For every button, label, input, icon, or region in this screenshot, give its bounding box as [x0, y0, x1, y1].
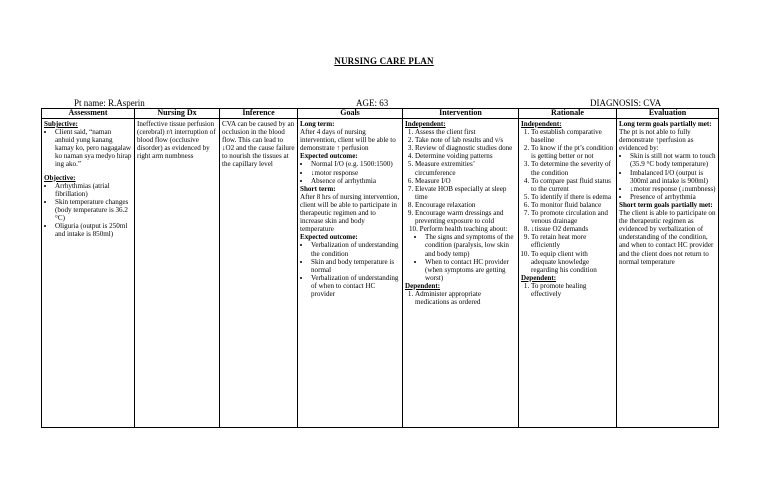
patient-name: Pt name: R.Asperin	[74, 98, 145, 108]
long-term-goals-label: Long term goals partially met:	[619, 120, 712, 128]
header-nursing-dx: Nursing Dx	[135, 109, 220, 119]
header-intervention: Intervention	[403, 109, 519, 119]
objective-item: • Skin temperature changes (body temperature is 36.2 °C)	[55, 198, 132, 222]
rationale-item: 7. To promote circulation and venous drainage	[531, 209, 614, 225]
intervention-cell	[403, 119, 519, 428]
rationale-item: 1. To establish comparative baseline	[531, 128, 614, 144]
evaluation-item: • Presence of arrhythmia	[630, 193, 716, 201]
table-row	[42, 119, 719, 428]
dependent-item: 1. To promote healing effectively	[531, 282, 614, 298]
intervention-item: 2. Take note of lab results and v/s	[415, 136, 516, 144]
evaluation-item: • Skin is still not warm to touch (35.9 °C body temperature)	[630, 152, 716, 168]
subjective-label: Subjective:	[44, 120, 78, 128]
header-inference: Inference	[220, 109, 298, 119]
short-term-goals-label: Short term goals partially met:	[619, 200, 713, 209]
expected-outcome-item: • Verbalization of understanding of when to contact HC provider	[311, 274, 400, 298]
rationale-item: 6. To monitor fluid balance	[531, 201, 614, 209]
table-header-row	[42, 109, 719, 119]
header-goals: Goals	[298, 109, 403, 119]
objective-item: • Oliguria (output is 250ml and intake is 850ml)	[55, 222, 132, 238]
assessment-cell	[42, 119, 135, 428]
rationale-item: 8. ↓tissue O2 demands	[531, 225, 614, 233]
intervention-item-10	[405, 225, 516, 233]
patient-diagnosis: DIAGNOSIS: CVA	[590, 98, 662, 108]
nursing-dx-cell	[135, 119, 220, 428]
evaluation-item: • ↓motor response (↓numbness)	[630, 185, 716, 193]
intervention-item: 1. Assess the client first	[415, 128, 516, 136]
dependent-label: Dependent:	[521, 273, 557, 282]
inference-cell	[220, 119, 298, 428]
evaluation-cell	[617, 119, 719, 428]
intervention-item: 3. Review of diagnostic studies done	[415, 144, 516, 152]
rationale-item: 2. To know if the pt’s condition is getting better or not	[531, 144, 614, 160]
expected-outcome-item: • Skin and body temperature is normal	[311, 258, 400, 274]
objective-item: • Arrhythmias (atrial fibrillation)	[55, 182, 132, 198]
subjective-item: • Client said, “naman anhuid yung kanang kamay ko, pero nagagalaw ko naman sya medyo hirap ing ako.”	[55, 128, 132, 168]
intervention-item: 5. Measure extremities’ circumference	[415, 160, 516, 176]
header-evaluation: Evaluation	[617, 109, 719, 119]
objective-label: Objective:	[44, 173, 76, 182]
nursing-dx-text: Ineffective tissue perfusion (cerebral) r/t interruption of blood flow (occlusive disorder) as evidenced by right arm numbness	[137, 120, 216, 161]
expected-outcome-item: • Absence of arrhythmia	[311, 177, 400, 185]
long-term-text: After 4 days of nursing intervention, client will be able to demonstrate ↑ perfusion	[300, 128, 396, 153]
expected-outcome-item: • Normal I/O (e.g. 1500:1500)	[311, 160, 400, 168]
care-plan-table	[41, 108, 719, 428]
short-term-label: Short term:	[300, 184, 336, 193]
long-term-evaluation-text: The pt is not able to fully demonstrate ↑perfusion as evidenced by:	[619, 128, 694, 153]
long-term-label: Long term:	[300, 120, 335, 128]
teaching-item: • The signs and symptoms of the condition (paralysis, low skin and body temp)	[425, 233, 516, 257]
independent-label: Independent:	[405, 120, 446, 128]
intervention-item: 6. Measure I/O	[415, 177, 516, 185]
independent-label: Independent:	[521, 120, 562, 128]
short-term-text: After 8 hrs of nursing intervention, client will be able to participate in therapeutic regimen and to increase skin and body temperature	[300, 192, 400, 234]
intervention-item: 8. Encourage relaxation	[415, 201, 516, 209]
rationale-item: 3. To determine the severity of the condition	[531, 160, 614, 176]
teaching-item: • When to contact HC provider (when symptoms are getting worst)	[425, 258, 516, 282]
dependent-item: 1. Administer appropriate medications as ordered	[415, 290, 516, 306]
intervention-item: 9. Encourage warm dressings and preventing exposure to cold	[415, 209, 516, 225]
evaluation-item: • Imbalanced I/O (output is 300ml and intake is 900ml)	[630, 169, 716, 185]
document-title: NURSING CARE PLAN	[334, 56, 434, 66]
rationale-item: 4. To compare past fluid status to the current	[531, 177, 614, 193]
rationale-item: 5. To identify if there is edema	[531, 193, 614, 201]
intervention-item: 4. Determine voiding patterns	[415, 152, 516, 160]
item-10-text: Perform health teaching about:	[419, 225, 508, 234]
rationale-cell	[519, 119, 617, 428]
expected-outcome-label: Expected outcome:	[300, 152, 358, 161]
expected-outcome-label: Expected outcome:	[300, 233, 358, 242]
short-term-evaluation-text: The client is able to participate on the therapeutic regimen as evidenced by verbalization of understanding of the condition, and when to contact HC provider and the client does not return to normal temperature	[619, 209, 716, 266]
goals-cell	[298, 119, 403, 428]
header-rationale: Rationale	[519, 109, 617, 119]
dependent-label: Dependent:	[405, 281, 441, 290]
patient-age: AGE: 63	[356, 98, 389, 108]
header-assessment: Assessment	[42, 109, 135, 119]
rationale-item: 10. To equip client with adequate knowledge regarding his condition	[531, 250, 614, 274]
rationale-item: 9. To retain heat more efficiently	[531, 233, 614, 249]
intervention-item: 7. Elevate HOB especially at sleep time	[415, 185, 516, 201]
expected-outcome-item: • ↓motor response	[311, 169, 400, 177]
item-10-number: 10.	[409, 225, 418, 234]
expected-outcome-item: • Verbalization of understanding the condition	[311, 241, 400, 257]
inference-text: CVA can be caused by an occlusion in the blood flow. This can lead to ↓O2 and the cause failure to nourish the tissues at the capillary level	[222, 120, 295, 169]
